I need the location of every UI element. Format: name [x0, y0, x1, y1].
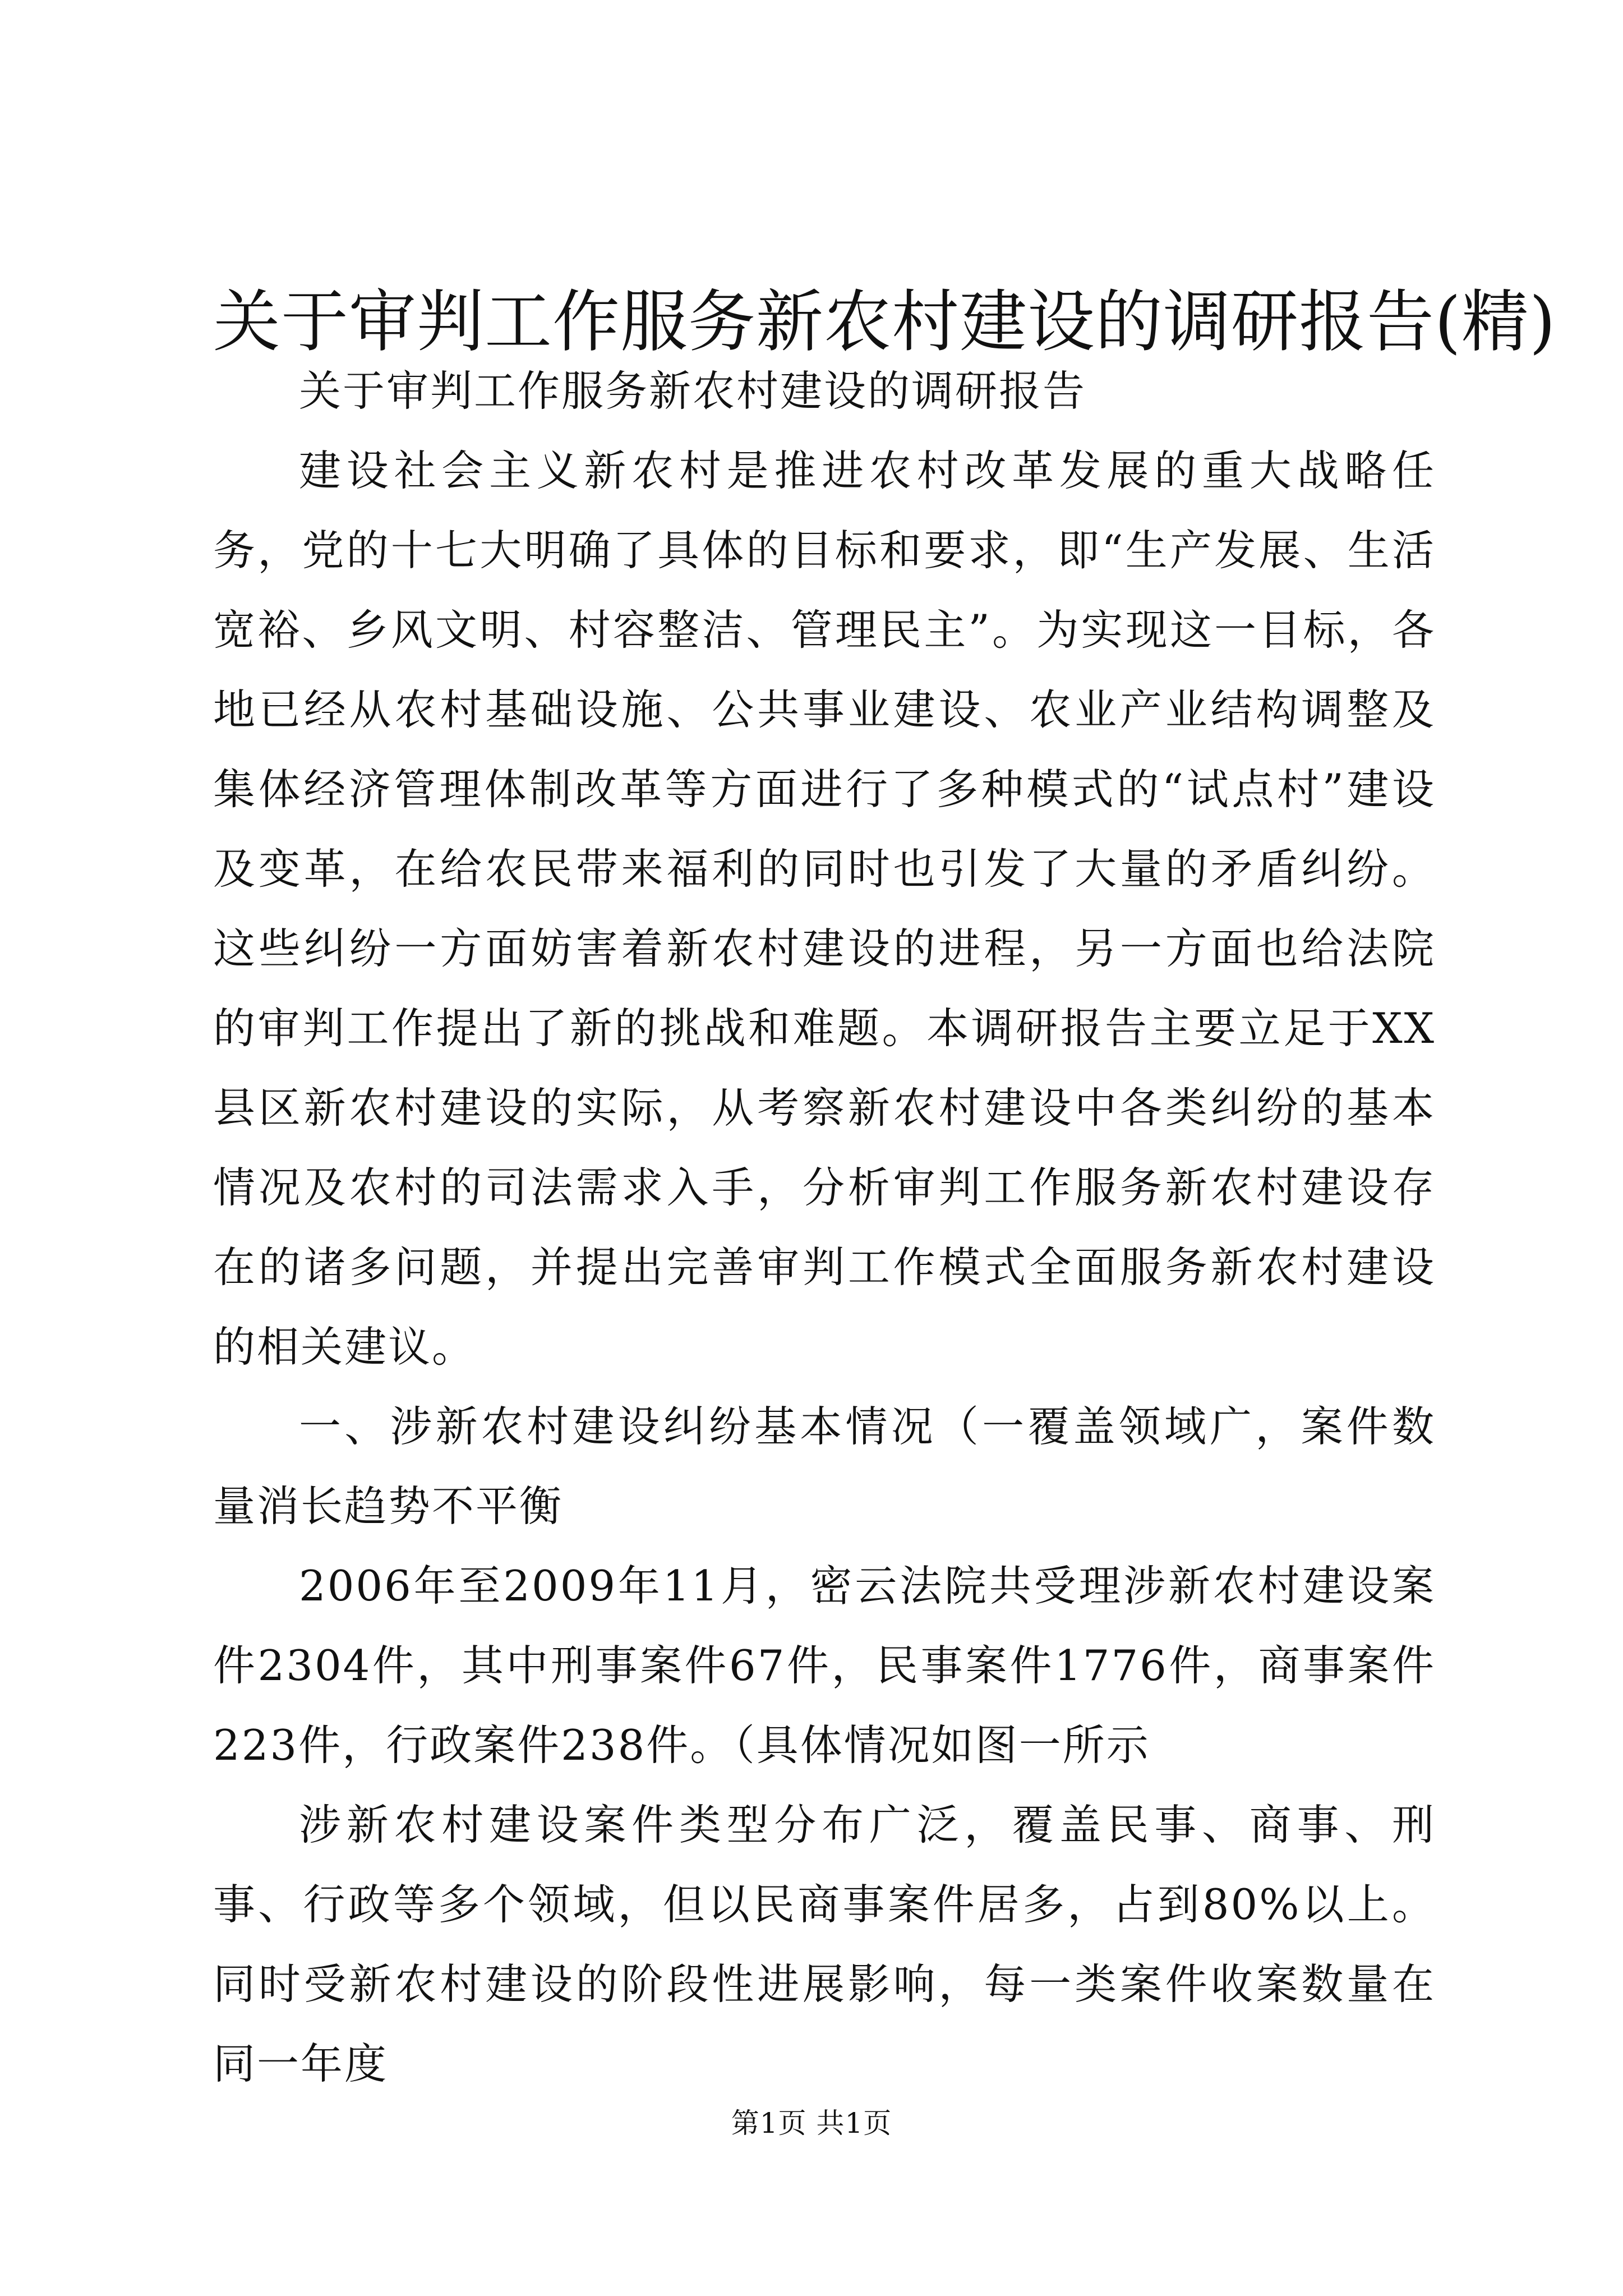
page-footer: 第1页 共1页	[731, 2107, 892, 2139]
section-heading-paragraph: 一、涉新农村建设纠纷基本情况（一覆盖领域广，案件数量消长趋势不平衡	[213, 1402, 1436, 1531]
statistics-paragraph: 2006年至2009年11月，密云法院共受理涉新农村建设案件2304件，其中刑事案件67件，民事案件1776件，商事案件223件，行政案件238件。（具体情况如图一所示	[213, 1561, 1436, 1770]
subtitle-paragraph: 关于审判工作服务新农村建设的调研报告	[299, 366, 1087, 416]
document-title: 关于审判工作服务新农村建设的调研报告(精)	[213, 283, 1556, 361]
document-body	[213, 351, 1436, 2104]
intro-paragraph: 建设社会主义新农村是推进农村改革发展的重大战略任务，党的十七大明确了具体的目标和要求，即“生产发展、生活宽裕、乡风文明、村容整洁、管理民主”。为实现这一目标，各地已经从农村基础设施、公共事业建设、农业产业结构调整及集体经济管理体制改革等方面进行了多种模式的“试点村”建设及变革，在给农民带来福利的同时也引发了大量的矛盾纠纷。这些纠纷一方面妨害着新农村建设的进程，另一方面也给法院的审判工作提出了新的挑战和难题。本调研报告主要立足于XX县区新农村建设的实际，从考察新农村建设中各类纠纷的基本情况及农村的司法需求入手，分析审判工作服务新农村建设存在的诸多问题，并提出完善审判工作模式全面服务新农村建设的相关建议。	[213, 446, 1436, 1372]
case-distribution-paragraph: 涉新农村建设案件类型分布广泛，覆盖民事、商事、刑事、行政等多个领域，但以民商事案件居多，占到80%以上。同时受新农村建设的阶段性进展影响，每一类案件收案数量在同一年度	[213, 1800, 1436, 2088]
